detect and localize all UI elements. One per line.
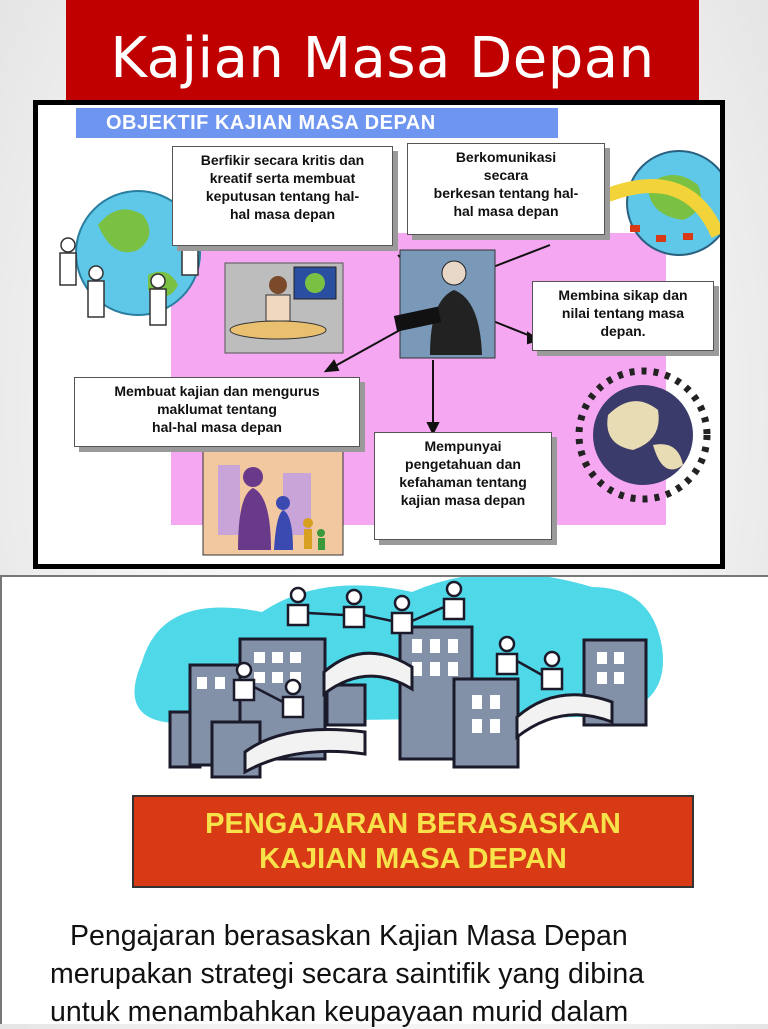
desk-worker-illustration [225,263,343,353]
box-berkomunikasi [407,143,605,235]
paragraph-line: Pengajaran berasaskan Kajian Masa Depan [70,920,628,952]
box-kajian-line: hal-hal masa depan [152,419,282,435]
box-berkomunikasi-line: hal masa depan [453,203,559,219]
paragraph-line: untuk menambahkan keupayaan murid dalam [50,996,629,1028]
teacher-illustration [394,250,495,358]
box-berfikir-line: keputusan tentang hal- [205,188,360,204]
building [327,685,365,725]
city-people-illustration [2,577,768,792]
person-figure [542,652,562,689]
box-berkomunikasi-line: secara [483,167,529,183]
person-figure [283,680,303,717]
title-band [66,0,699,112]
box-sikap [532,281,714,351]
slide-pengajaran [0,575,768,1028]
person-figure [288,588,308,625]
pengajaran-heading-line: KAJIAN MASA DEPAN [259,843,567,875]
page-title: Kajian Masa Depan [110,26,655,91]
person-figure [392,596,412,633]
box-sikap-line: nilai tentang masa [561,305,685,321]
person-figure [234,663,254,700]
box-berkomunikasi-line: Berkomunikasi [455,149,557,165]
box-kajian [74,377,360,447]
box-kajian-line: maklumat tentang [157,401,277,417]
box-sikap-line: depan. [600,323,646,339]
box-berfikir [172,146,393,246]
box-berfikir-line: hal masa depan [229,206,336,222]
box-pengetahuan-line: pengetahuan dan [405,456,521,472]
objektif-header: OBJEKTIF KAJIAN MASA DEPAN [76,108,558,138]
box-sikap-line: Membina sikap dan [558,287,688,303]
box-pengetahuan-line: kefahaman tentang [399,474,527,490]
box-berfikir-line: Berfikir secara kritis dan [200,152,365,168]
pengajaran-heading [132,795,694,888]
box-pengetahuan-line: Mempunyai [424,438,502,454]
paragraph-line: merupakan strategi secara saintifik yang dibina [50,958,645,990]
person-figure [344,590,364,627]
building [454,679,518,767]
slide-objektif [33,100,725,569]
box-berfikir-line: kreatif serta membuat [209,170,356,186]
box-kajian-line: Membuat kajian dan mengurus [114,383,320,399]
pengajaran-heading-line: PENGAJARAN BERASASKAN [205,808,621,840]
person-figure [444,582,464,619]
person-figure [497,637,517,674]
box-pengetahuan [374,432,552,540]
box-berkomunikasi-line: berkesan tentang hal- [433,185,579,201]
box-pengetahuan-line: kajian masa depan [400,492,526,508]
family-city-illustration [203,450,343,555]
